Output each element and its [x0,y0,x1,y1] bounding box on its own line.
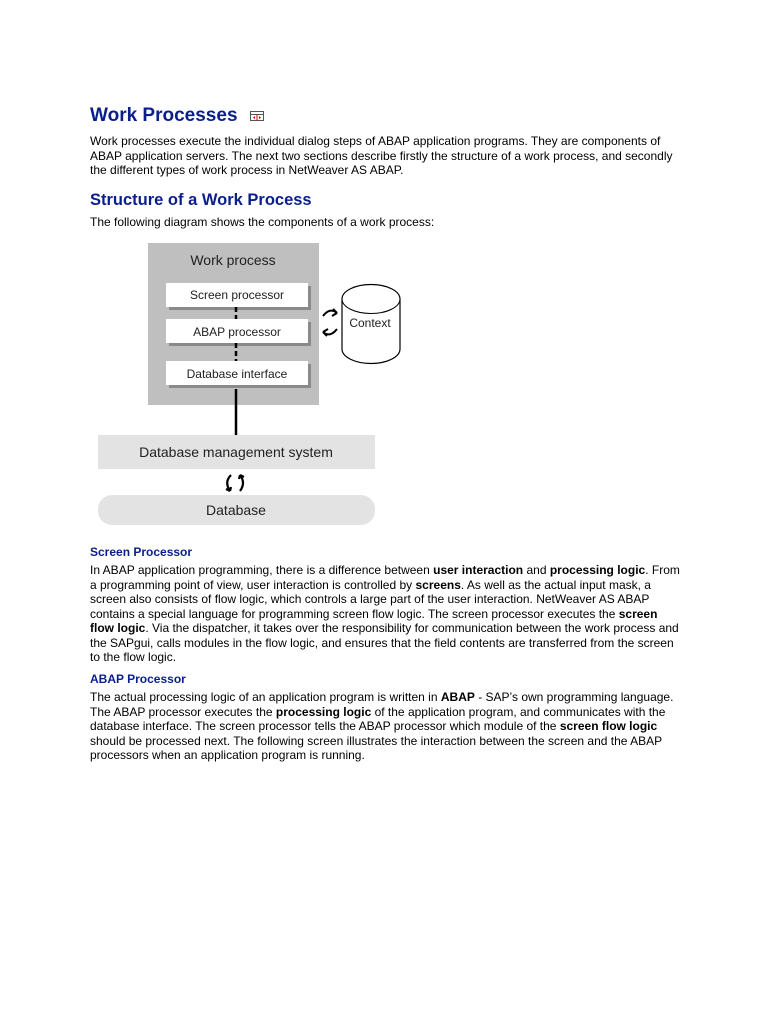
abap-processor-label: ABAP processor [193,325,281,339]
term-processing-logic-2: processing logic [275,704,372,719]
dbms-label: Database management system [139,444,333,460]
context-exchange-icon [323,309,337,336]
structure-heading: Structure of a Work Process [90,190,312,209]
term-screen-flow-logic: screen flow logic [90,606,658,635]
term-processing-logic: processing logic [549,563,646,577]
work-process-label: Work process [190,252,276,268]
diagram-intro-text: The following diagram shows the components of a work process: [90,214,435,229]
work-process-diagram [97,243,407,528]
diagram-link-icon[interactable] [250,111,264,121]
term-screens: screens [415,577,461,592]
main-content [90,104,680,229]
term-screen-flow-logic-2: screen flow logic [559,719,658,733]
screen-processor-paragraph: In ABAP application programming, there is a difference between user interaction and processing logic. From a programming point of view, user interaction is controlled by screens. As well as the actual input mask, a screen also consists of flow logic, which controls a large part of the user interaction. NetWeaver AS ABAP contains a special language for programming screen flow logic. The screen processor executes the screen flow logic. Via the dispatcher, it takes over the responsibility for communication between the work process and the SAPgui, calls modules in the flow logic, and ensures that the field contents are transferred from the screen to the flow logic. [90,563,680,664]
context-label: Context [349,316,391,330]
screen-processor-heading: Screen Processor [90,545,193,559]
page-title-text: Work Processes [90,105,238,126]
abap-processor-heading: ABAP Processor [90,672,186,686]
term-user-interaction: user interaction [433,563,524,577]
database-interface-label: Database interface [186,367,288,381]
intro-paragraph: Work processes execute the individual dialog steps of ABAP application programs. They are components of ABAP application servers. The next two sections describe firstly the structure of a work process, and secondly the different types of work process in NetWeaver AS ABAP. [90,134,673,177]
page-title [90,104,680,128]
screen-processor-label: Screen processor [189,288,285,302]
database-label: Database [206,502,266,518]
abap-processor-paragraph: The actual processing logic of an application program is written in ABAP - SAP’s own programming language. The ABAP processor executes the processing logic of the application program, and communicates with the database interface. The screen processor tells the ABAP processor which module of the screen flow logic should be processed next. The following screen illustrates the interaction between the screen and the ABAP processors when an application program is running. [90,690,674,762]
term-abap: ABAP [440,690,475,704]
bidirectional-arrows-icon [226,475,244,491]
